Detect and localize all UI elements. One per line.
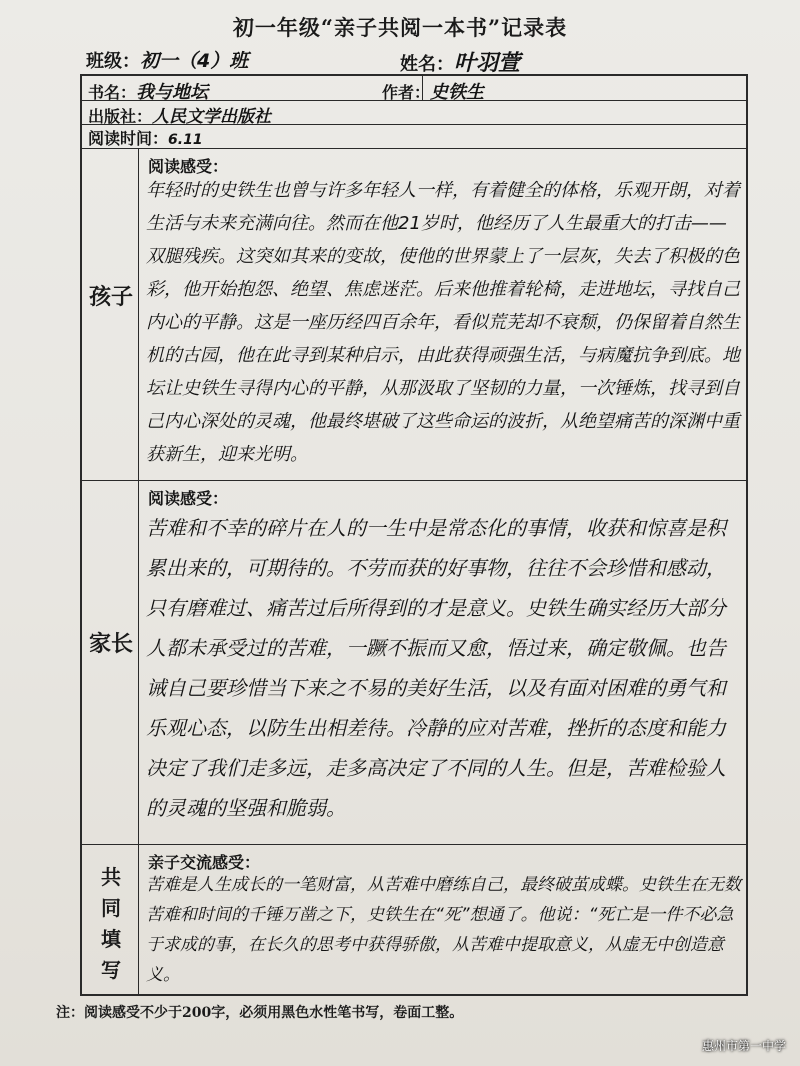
author-value: 史铁生 — [430, 82, 485, 103]
shared-reading-text: 苦难是人生成长的一笔财富，从苦难中磨练自己，最终破茧成蝶。史铁生在无数苦难和时间的千锤万凿之下，史铁生在“死”想通了。他说：“死亡是一件不必急于求成的事，在长久的思考中获得骄傲，从苦难中提取意义，从虚无中创造意义。 — [146, 875, 741, 985]
shared-side-label: 共同填写 — [101, 865, 121, 982]
parent-side-label: 家长 — [88, 631, 133, 657]
parent-section-label: 阅读感受： — [148, 489, 229, 508]
name-value: 叶羽萱 — [454, 51, 521, 76]
record-table — [80, 74, 748, 996]
class-label: 班级： — [86, 51, 140, 72]
name-label: 姓名： — [400, 54, 454, 75]
school-watermark: 惠州市第一中学 — [701, 1039, 786, 1053]
book-row — [88, 78, 208, 104]
author-row — [382, 78, 484, 104]
child-section-label: 阅读感受： — [148, 157, 229, 176]
publisher-label: 出版社： — [88, 107, 153, 126]
name-row — [400, 46, 520, 77]
book-value: 我与地坛 — [136, 82, 209, 103]
class-row — [86, 46, 248, 73]
child-reading-text: 年轻时的史铁生也曾与许多年轻人一样，有着健全的体格，乐观开朗，对着生活与未来充满向往。然而在他21岁时，他经历了人生最重大的打击——双腿残疾。这突如其来的变故，使他的世界蒙上了一层灰，失去了积极的色彩，他开始抱怨、绝望、焦虑迷茫。后来他推着轮椅，走进地坛，寻找自己内心的平静。这是一座历经四百余年，看似荒芜却不衰颓，仍保留着自然生机的古园，他在此寻到某种启示，由此获得顽强生活，与病魔抗争到底。地坛让史铁生寻得内心的平静，从那汲取了坚韧的力量，一次锤炼，找寻到自己内心深处的灵魂，他最终堪破了这些命运的波折，从绝望痛苦的深渊中重获新生，迎来光明。 — [146, 180, 740, 465]
child-side-label: 孩子 — [88, 284, 133, 310]
read-time-label: 阅读时间： — [88, 129, 169, 148]
class-value: 初一（4）班 — [140, 50, 249, 72]
author-label: 作者： — [382, 83, 431, 102]
parent-reading-text: 苦难和不幸的碎片在人的一生中是常态化的事情，收获和惊喜是积累出来的，可期待的。不劳而获的好事物，往往不会珍惜和感动，只有磨难过、痛苦过后所得到的才是意义。史铁生确实经历大部分人都未承受过的苦难，一蹶不振而又愈，悟过来，确定敬佩。也告诫自己要珍惜当下来之不易的美好生活，以及有面对困难的勇气和乐观心态，以防生出相差待。冷静的应对苦难，挫折的态度和能力决定了我们走多远，走多高决定了不同的人生。但是，苦难检验人的灵魂的坚强和脆弱。 — [146, 516, 726, 820]
book-label: 书名： — [88, 83, 137, 102]
publisher-row — [88, 102, 271, 127]
footer-note: 注：阅读感受不少于200字，必须用黑色水性笔书写，卷面工整。 — [56, 1005, 464, 1021]
publisher-value: 人民文学出版社 — [152, 107, 272, 127]
read-time-row — [88, 126, 203, 149]
shared-section-label: 亲子交流感受： — [148, 853, 261, 872]
read-time-value: 6.11 — [168, 132, 203, 148]
form-title: 初一年级“亲子共阅一本书”记录表 — [232, 15, 568, 40]
